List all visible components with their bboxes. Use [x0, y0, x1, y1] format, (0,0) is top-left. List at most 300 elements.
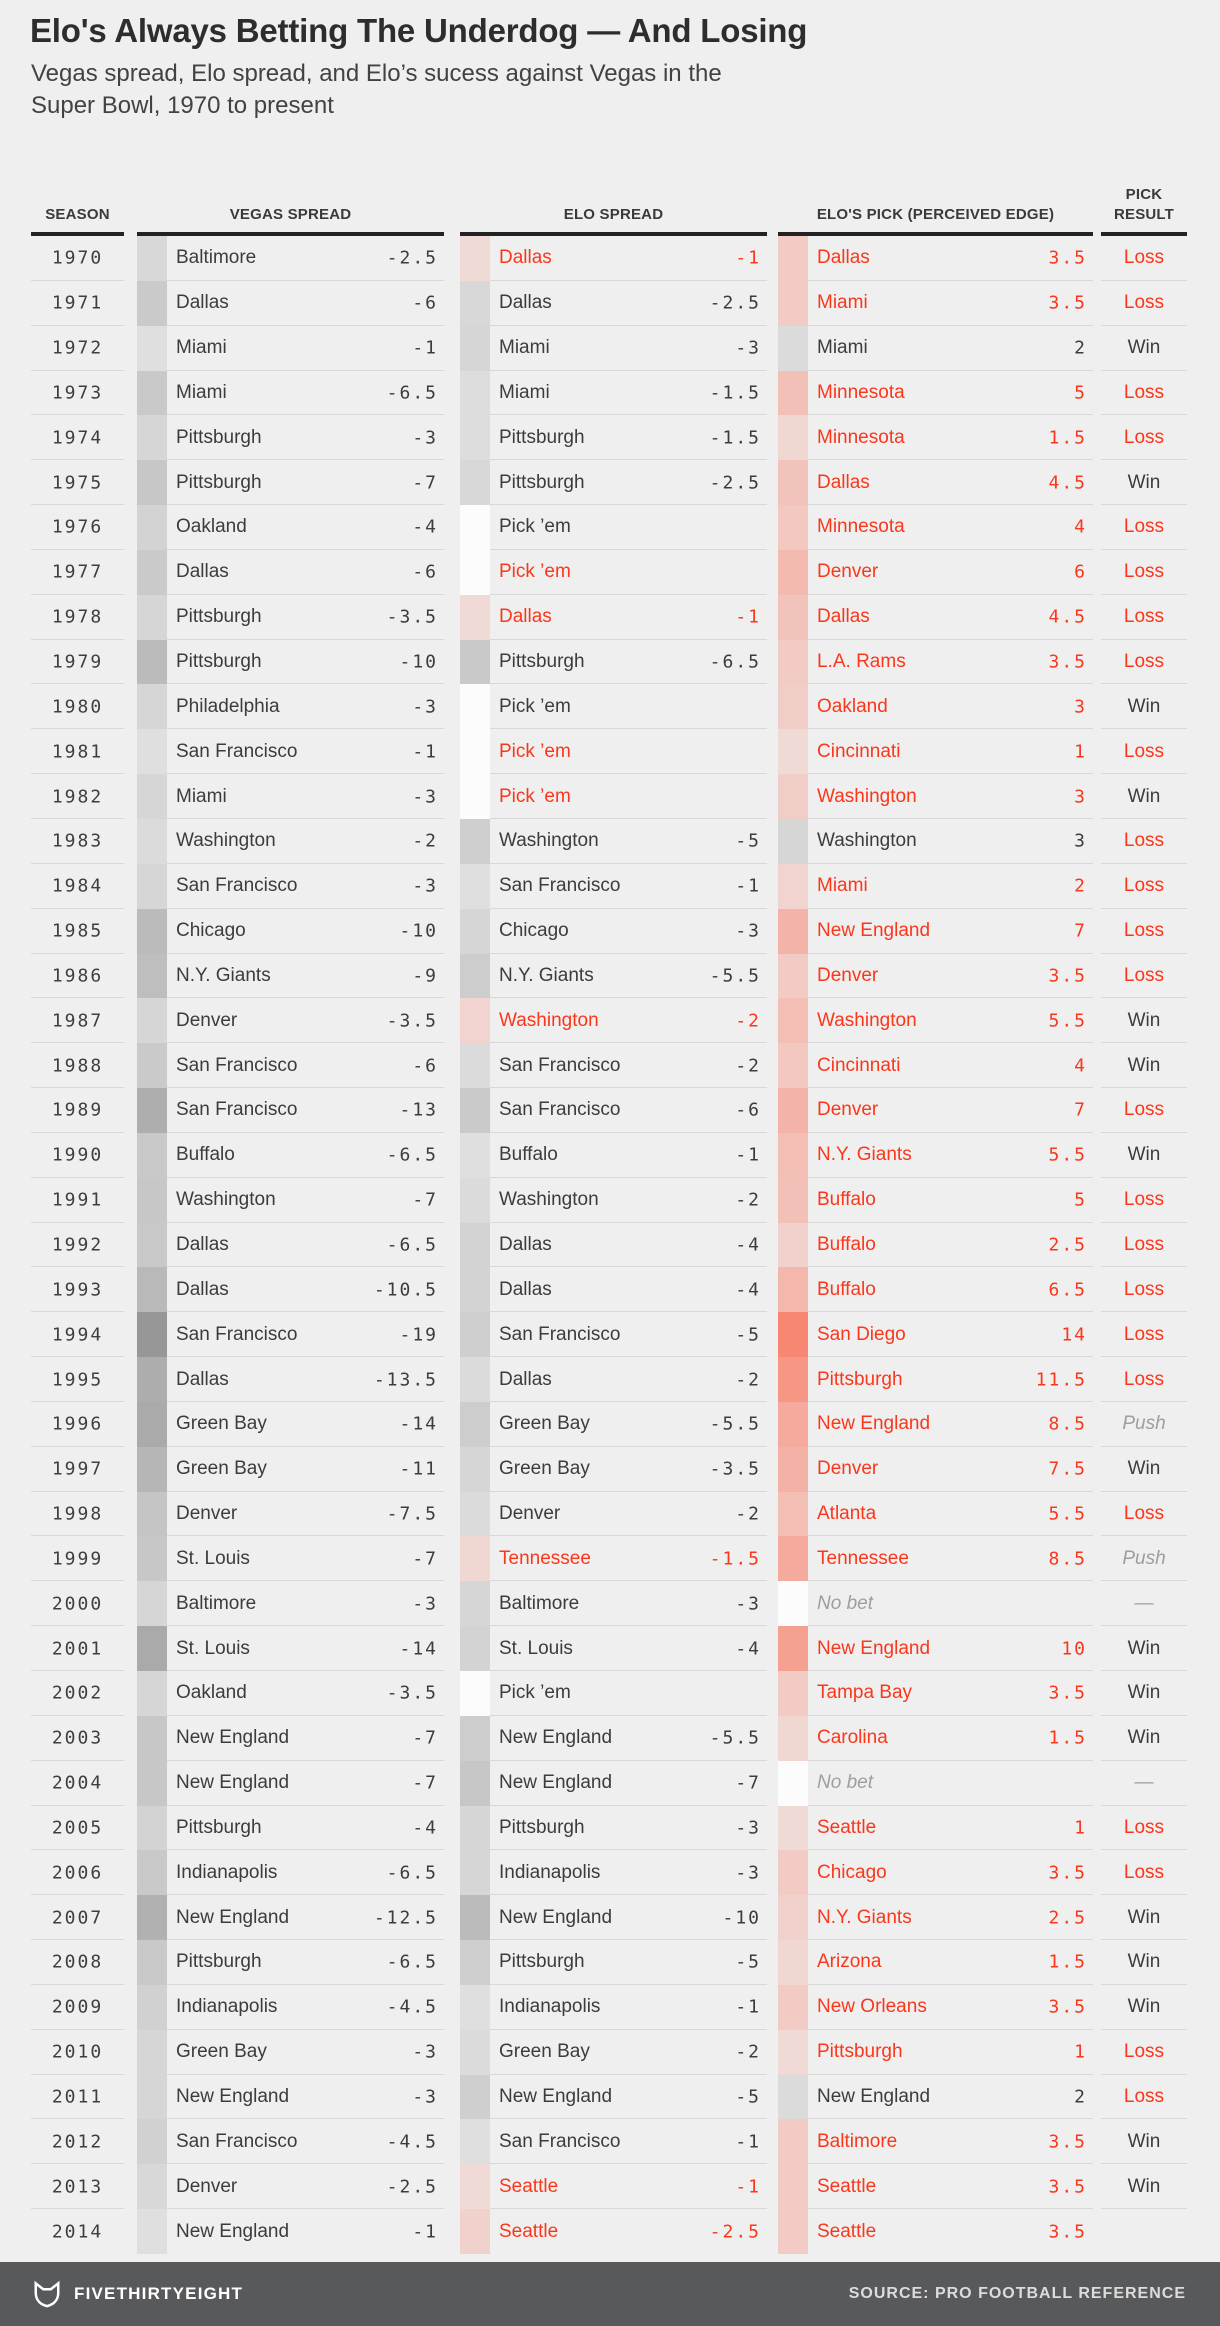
- elo-pick-cell: [778, 505, 1093, 550]
- pick-result-cell: [1101, 236, 1187, 281]
- pick-result-cell: [1101, 1492, 1187, 1537]
- column-header-vegas-spread: VEGAS SPREAD: [229, 205, 352, 223]
- vegas-spread-cell: [137, 326, 444, 371]
- vegas-spread-cell: [137, 1626, 444, 1671]
- elo-spread-cell-bar: [460, 1178, 490, 1223]
- elo-spread-cell: [460, 236, 767, 281]
- vegas-spread-cell: [137, 1761, 444, 1806]
- season-cell: [31, 1581, 124, 1626]
- pick-result-value: Win: [1127, 1951, 1161, 1973]
- elo-spread-cell-value: -5: [735, 2086, 761, 2108]
- vegas-spread-cell-value: -6.5: [386, 1144, 438, 1166]
- pick-result-value: Win: [1127, 1144, 1161, 1166]
- elo-pick-cell: [778, 1761, 1093, 1806]
- elo-spread-cell-team: San Francisco: [499, 1099, 621, 1121]
- pick-result-value: Loss: [1123, 2086, 1165, 2108]
- elo-pick-cell-bar: [778, 1806, 808, 1851]
- elo-spread-cell-value: -4: [735, 1279, 761, 1301]
- table-row: [0, 2075, 1220, 2120]
- season-value: 1998: [51, 1503, 104, 1525]
- elo-spread-cell: [460, 684, 767, 729]
- vegas-spread-cell-bar: [137, 1850, 167, 1895]
- elo-pick-cell-value: 7: [1074, 1099, 1087, 1121]
- vegas-spread-cell-team: Denver: [176, 1009, 238, 1031]
- elo-pick-cell-team: No bet: [817, 1772, 873, 1794]
- table-row: [0, 1088, 1220, 1133]
- vegas-spread-cell-value: -3: [412, 875, 438, 897]
- pick-result-value: Loss: [1123, 1323, 1165, 1345]
- vegas-spread-cell-value: -3: [412, 1593, 438, 1615]
- elo-spread-cell-value: -3: [735, 1593, 761, 1615]
- elo-pick-cell-bar: [778, 1133, 808, 1178]
- elo-pick-cell-team: Minnesota: [817, 381, 905, 403]
- pick-result-cell: [1101, 1716, 1187, 1761]
- vegas-spread-cell: [137, 236, 444, 281]
- elo-spread-cell-value: -2: [735, 1055, 761, 1077]
- elo-spread-cell: [460, 1895, 767, 1940]
- vegas-spread-cell-value: -3: [412, 427, 438, 449]
- elo-spread-cell: [460, 1357, 767, 1402]
- vegas-spread-cell-bar: [137, 550, 167, 595]
- elo-pick-cell-value: 2: [1074, 875, 1087, 897]
- table-row: [0, 326, 1220, 371]
- vegas-spread-cell-team: San Francisco: [176, 1323, 298, 1345]
- season-cell: [31, 1133, 124, 1178]
- season-value: 2006: [51, 1862, 104, 1884]
- season-cell: [31, 1312, 124, 1357]
- elo-pick-cell-value: 7: [1074, 920, 1087, 942]
- pick-result-cell: [1101, 1581, 1187, 1626]
- vegas-spread-cell-value: -7: [412, 1772, 438, 1794]
- pick-result-cell: [1101, 1447, 1187, 1492]
- elo-spread-cell-team: Green Bay: [499, 1458, 590, 1480]
- elo-pick-cell-team: Minnesota: [817, 516, 905, 538]
- vegas-spread-cell-bar: [137, 1088, 167, 1133]
- elo-spread-cell: [460, 1761, 767, 1806]
- vegas-spread-cell: [137, 415, 444, 460]
- elo-pick-cell: [778, 1492, 1093, 1537]
- vegas-spread-cell: [137, 1940, 444, 1985]
- elo-pick-cell-team: Washington: [817, 1009, 917, 1031]
- elo-spread-cell-value: -5: [735, 1324, 761, 1346]
- elo-spread-cell-value: -1: [735, 1144, 761, 1166]
- elo-pick-cell: [778, 819, 1093, 864]
- elo-spread-cell-team: Washington: [499, 1189, 599, 1211]
- vegas-spread-cell-team: Baltimore: [176, 1592, 257, 1614]
- elo-pick-cell-team: Seattle: [817, 1816, 877, 1838]
- table-row: [0, 1895, 1220, 1940]
- vegas-spread-cell-team: Denver: [176, 2175, 238, 2197]
- season-cell: [31, 1402, 124, 1447]
- elo-pick-cell-team: New England: [817, 1413, 931, 1435]
- pick-result-value: Win: [1127, 1996, 1161, 2018]
- elo-spread-cell-bar: [460, 1850, 490, 1895]
- pick-result-value: Loss: [1123, 1861, 1165, 1883]
- elo-spread-cell-team: San Francisco: [499, 2130, 621, 2152]
- season-value: 1975: [51, 472, 104, 494]
- season-value: 2002: [51, 1682, 104, 1704]
- elo-spread-cell: [460, 1402, 767, 1447]
- pick-result-value: Loss: [1123, 740, 1165, 762]
- elo-pick-cell: [778, 1133, 1093, 1178]
- season-value: 1994: [51, 1324, 104, 1346]
- vegas-spread-cell-bar: [137, 1806, 167, 1851]
- vegas-spread-cell-bar: [137, 1985, 167, 2030]
- elo-spread-cell-bar: [460, 415, 490, 460]
- elo-pick-cell: [778, 1626, 1093, 1671]
- elo-spread-cell-team: Dallas: [499, 606, 552, 628]
- elo-pick-cell-value: 4: [1074, 516, 1087, 538]
- season-cell: [31, 2075, 124, 2120]
- elo-spread-cell-bar: [460, 595, 490, 640]
- vegas-spread-cell-bar: [137, 1536, 167, 1581]
- table-row: [0, 460, 1220, 505]
- elo-spread-cell-bar: [460, 909, 490, 954]
- elo-spread-cell-bar: [460, 2164, 490, 2209]
- vegas-spread-cell-bar: [137, 729, 167, 774]
- table-row: [0, 2030, 1220, 2075]
- elo-pick-cell: [778, 1223, 1093, 1268]
- subtitle-line-1: Vegas spread, Elo spread, and Elo’s sucess against Vegas in the: [31, 60, 722, 87]
- vegas-spread-cell-bar: [137, 774, 167, 819]
- elo-pick-cell-team: Dallas: [817, 606, 870, 628]
- elo-pick-cell-value: 5: [1074, 382, 1087, 404]
- elo-pick-cell-value: 2.5: [1048, 1234, 1087, 1256]
- elo-pick-cell: [778, 1312, 1093, 1357]
- elo-spread-cell: [460, 1043, 767, 1088]
- vegas-spread-cell: [137, 1223, 444, 1268]
- season-cell: [31, 505, 124, 550]
- vegas-spread-cell-team: Green Bay: [176, 1458, 267, 1480]
- elo-spread-cell: [460, 460, 767, 505]
- elo-pick-cell-team: Seattle: [817, 2175, 877, 2197]
- elo-pick-cell-team: Buffalo: [817, 1189, 876, 1211]
- season-cell: [31, 2119, 124, 2164]
- vegas-spread-cell-team: San Francisco: [176, 1054, 298, 1076]
- elo-pick-cell: [778, 2164, 1093, 2209]
- season-cell: [31, 864, 124, 909]
- elo-pick-cell-bar: [778, 1043, 808, 1088]
- elo-spread-cell-bar: [460, 236, 490, 281]
- vegas-spread-cell-bar: [137, 1267, 167, 1312]
- elo-spread-cell-team: Dallas: [499, 247, 552, 269]
- elo-pick-cell-team: New Orleans: [817, 1996, 927, 2018]
- elo-spread-cell-team: Pick ’em: [499, 785, 571, 807]
- elo-pick-cell-team: Cincinnati: [817, 740, 901, 762]
- vegas-spread-cell-value: -3.5: [386, 1010, 438, 1032]
- elo-pick-cell-bar: [778, 595, 808, 640]
- elo-pick-cell: [778, 729, 1093, 774]
- elo-pick-cell: [778, 1402, 1093, 1447]
- season-cell: [31, 1626, 124, 1671]
- elo-pick-cell-value: 14: [1061, 1324, 1087, 1346]
- elo-pick-cell: [778, 2075, 1093, 2120]
- elo-spread-cell-bar: [460, 505, 490, 550]
- elo-pick-cell: [778, 1671, 1093, 1716]
- elo-pick-cell-bar: [778, 684, 808, 729]
- elo-pick-cell-team: Washington: [817, 830, 917, 852]
- elo-spread-cell: [460, 1985, 767, 2030]
- elo-pick-cell-bar: [778, 864, 808, 909]
- elo-spread-cell-value: -5: [735, 830, 761, 852]
- season-value: 2004: [51, 1772, 104, 1794]
- pick-result-value: Win: [1127, 1458, 1161, 1480]
- elo-pick-cell-bar: [778, 1267, 808, 1312]
- elo-spread-cell-value: -1: [735, 1996, 761, 2018]
- season-cell: [31, 1447, 124, 1492]
- elo-pick-cell-value: 8.5: [1048, 1413, 1087, 1435]
- vegas-spread-cell-bar: [137, 281, 167, 326]
- vegas-spread-cell-value: -6: [412, 1055, 438, 1077]
- table-row: [0, 1492, 1220, 1537]
- elo-pick-cell-value: 1: [1074, 741, 1087, 763]
- elo-pick-cell-bar: [778, 2030, 808, 2075]
- vegas-spread-cell-bar: [137, 1312, 167, 1357]
- elo-spread-cell-bar: [460, 2119, 490, 2164]
- elo-spread-cell-team: Denver: [499, 1503, 561, 1525]
- vegas-spread-cell-bar: [137, 371, 167, 416]
- elo-spread-cell-value: -5.5: [709, 1413, 761, 1435]
- table-row: [0, 909, 1220, 954]
- season-value: 2012: [51, 2131, 104, 2153]
- table-row: [0, 1581, 1220, 1626]
- elo-pick-cell: [778, 1536, 1093, 1581]
- elo-pick-cell-bar: [778, 1761, 808, 1806]
- elo-pick-cell: [778, 595, 1093, 640]
- vegas-spread-cell-bar: [137, 1178, 167, 1223]
- season-cell: [31, 1088, 124, 1133]
- elo-spread-cell-bar: [460, 1088, 490, 1133]
- pick-result-value: Loss: [1123, 651, 1165, 673]
- season-value: 2013: [51, 2176, 104, 2198]
- column-header-pick-result: PICK RESULT: [1113, 186, 1175, 223]
- vegas-spread-cell-bar: [137, 640, 167, 685]
- pick-result-value: Loss: [1123, 1233, 1165, 1255]
- elo-pick-cell-bar: [778, 729, 808, 774]
- elo-pick-cell-team: N.Y. Giants: [817, 1906, 912, 1928]
- elo-spread-cell-bar: [460, 1536, 490, 1581]
- elo-pick-cell: [778, 326, 1093, 371]
- elo-spread-cell-value: -2.5: [709, 472, 761, 494]
- vegas-spread-cell: [137, 1357, 444, 1402]
- elo-pick-cell-value: 5: [1074, 1189, 1087, 1211]
- vegas-spread-cell-value: -7: [412, 1727, 438, 1749]
- elo-spread-cell: [460, 2030, 767, 2075]
- pick-result-cell: [1101, 326, 1187, 371]
- vegas-spread-cell: [137, 909, 444, 954]
- vegas-spread-cell: [137, 1492, 444, 1537]
- elo-pick-cell-bar: [778, 281, 808, 326]
- elo-spread-cell-team: Indianapolis: [499, 1996, 601, 2018]
- elo-pick-cell-value: 3: [1074, 696, 1087, 718]
- vegas-spread-cell-bar: [137, 236, 167, 281]
- elo-spread-cell: [460, 954, 767, 999]
- vegas-spread-cell-value: -13: [399, 1099, 438, 1121]
- elo-spread-cell-team: New England: [499, 1772, 613, 1794]
- vegas-spread-cell-team: New England: [176, 2220, 290, 2242]
- elo-pick-cell-team: Atlanta: [817, 1503, 877, 1525]
- table-row: [0, 2119, 1220, 2164]
- elo-pick-cell-value: 2.5: [1048, 1907, 1087, 1929]
- vegas-spread-cell-team: Miami: [176, 337, 227, 359]
- elo-spread-cell-bar: [460, 684, 490, 729]
- elo-pick-cell-bar: [778, 2164, 808, 2209]
- subtitle-line-2: Super Bowl, 1970 to present: [31, 91, 334, 119]
- vegas-spread-cell-bar: [137, 1671, 167, 1716]
- elo-pick-cell-bar: [778, 1940, 808, 1985]
- elo-spread-cell: [460, 2119, 767, 2164]
- table-row: [0, 998, 1220, 1043]
- fivethirtyeight-logo-icon: [32, 2279, 62, 2309]
- vegas-spread-cell-team: St. Louis: [176, 1637, 250, 1659]
- elo-spread-cell-value: -2: [735, 1369, 761, 1391]
- elo-spread-cell-team: Green Bay: [499, 2041, 590, 2063]
- vegas-spread-cell-team: Miami: [176, 785, 227, 807]
- elo-pick-cell-value: 3.5: [1048, 2131, 1087, 2153]
- vegas-spread-cell-team: N.Y. Giants: [176, 964, 271, 986]
- elo-spread-cell-bar: [460, 550, 490, 595]
- elo-spread-cell-bar: [460, 1671, 490, 1716]
- elo-pick-cell-bar: [778, 460, 808, 505]
- elo-spread-cell-value: -7: [735, 1772, 761, 1794]
- elo-pick-cell-bar: [778, 1895, 808, 1940]
- season-cell: [31, 774, 124, 819]
- vegas-spread-cell-value: -7.5: [386, 1503, 438, 1525]
- table-row: [0, 1626, 1220, 1671]
- pick-result-value: Loss: [1123, 875, 1165, 897]
- vegas-spread-cell-team: Baltimore: [176, 247, 257, 269]
- vegas-spread-cell-value: -6: [412, 561, 438, 583]
- vegas-spread-cell-bar: [137, 1626, 167, 1671]
- table-row: [0, 1223, 1220, 1268]
- elo-pick-cell-bar: [778, 1492, 808, 1537]
- elo-pick-cell-bar: [778, 1716, 808, 1761]
- elo-pick-cell-team: Denver: [817, 964, 879, 986]
- vegas-spread-cell: [137, 684, 444, 729]
- elo-spread-cell-value: -2: [735, 1010, 761, 1032]
- elo-spread-cell: [460, 774, 767, 819]
- vegas-spread-cell-value: -3: [412, 696, 438, 718]
- season-cell: [31, 729, 124, 774]
- elo-pick-cell-team: Pittsburgh: [817, 1368, 903, 1390]
- season-value: 1992: [51, 1234, 104, 1256]
- season-value: 1991: [51, 1189, 104, 1211]
- elo-pick-cell-bar: [778, 1088, 808, 1133]
- table-row: [0, 236, 1220, 281]
- vegas-spread-cell-team: Indianapolis: [176, 1861, 278, 1883]
- vegas-spread-cell-value: -1: [412, 741, 438, 763]
- season-cell: [31, 415, 124, 460]
- elo-spread-cell-value: -5.5: [709, 1727, 761, 1749]
- elo-spread-cell: [460, 1223, 767, 1268]
- elo-spread-cell: [460, 1806, 767, 1851]
- season-value: 1999: [51, 1548, 104, 1570]
- vegas-spread-cell-team: San Francisco: [176, 740, 298, 762]
- vegas-spread-cell-bar: [137, 505, 167, 550]
- elo-spread-cell-team: Pittsburgh: [499, 471, 585, 493]
- pick-result-value: Loss: [1123, 1189, 1165, 1211]
- elo-spread-cell-bar: [460, 460, 490, 505]
- elo-pick-cell-bar: [778, 505, 808, 550]
- pick-result-cell: [1101, 1223, 1187, 1268]
- pick-result-value: Win: [1127, 1009, 1161, 1031]
- elo-spread-cell-bar: [460, 1133, 490, 1178]
- elo-pick-cell-value: 6: [1074, 561, 1087, 583]
- elo-pick-cell-bar: [778, 1671, 808, 1716]
- season-cell: [31, 819, 124, 864]
- elo-pick-cell-bar: [778, 2119, 808, 2164]
- season-value: 1996: [51, 1413, 104, 1435]
- elo-pick-cell: [778, 550, 1093, 595]
- elo-pick-cell: [778, 1985, 1093, 2030]
- vegas-spread-cell: [137, 1895, 444, 1940]
- vegas-spread-cell: [137, 954, 444, 999]
- vegas-spread-cell: [137, 640, 444, 685]
- column-header-season: SEASON: [45, 205, 110, 223]
- vegas-spread-cell-value: -3.5: [386, 1682, 438, 1704]
- table-row: [0, 1716, 1220, 1761]
- season-value: 1980: [51, 696, 104, 718]
- pick-result-value: Push: [1122, 1547, 1166, 1569]
- vegas-spread-cell-value: -12.5: [373, 1907, 438, 1929]
- elo-spread-cell-bar: [460, 1761, 490, 1806]
- elo-pick-cell-team: Buffalo: [817, 1278, 876, 1300]
- elo-pick-cell: [778, 2209, 1093, 2254]
- elo-spread-cell: [460, 1088, 767, 1133]
- vegas-spread-cell-team: Buffalo: [176, 1144, 235, 1166]
- vegas-spread-cell-value: -13.5: [373, 1369, 438, 1391]
- vegas-spread-cell-value: -7: [412, 1548, 438, 1570]
- elo-pick-cell: [778, 1357, 1093, 1402]
- elo-spread-cell: [460, 1447, 767, 1492]
- vegas-spread-cell-bar: [137, 1357, 167, 1402]
- vegas-spread-cell-bar: [137, 998, 167, 1043]
- season-cell: [31, 954, 124, 999]
- elo-spread-cell: [460, 1267, 767, 1312]
- elo-pick-cell-team: Buffalo: [817, 1233, 876, 1255]
- season-cell: [31, 1671, 124, 1716]
- pick-result-value: Win: [1127, 1906, 1161, 1928]
- season-value: 2009: [51, 1996, 104, 2018]
- pick-result-value: Loss: [1123, 1278, 1165, 1300]
- elo-pick-cell-team: Carolina: [817, 1727, 888, 1749]
- pick-result-cell: [1101, 1806, 1187, 1851]
- table-row: [0, 954, 1220, 999]
- vegas-spread-cell-team: San Francisco: [176, 1099, 298, 1121]
- elo-spread-cell-bar: [460, 1895, 490, 1940]
- vegas-spread-cell: [137, 2075, 444, 2120]
- elo-spread-cell-value: -3: [735, 1862, 761, 1884]
- season-value: 1979: [51, 651, 104, 673]
- elo-spread-cell-value: -6.5: [709, 651, 761, 673]
- season-cell: [31, 460, 124, 505]
- elo-pick-cell-team: Miami: [817, 337, 868, 359]
- elo-spread-cell: [460, 1178, 767, 1223]
- elo-pick-cell: [778, 1850, 1093, 1895]
- vegas-spread-cell-team: Pittsburgh: [176, 426, 262, 448]
- vegas-spread-cell-team: Philadelphia: [176, 695, 280, 717]
- elo-spread-cell-team: San Francisco: [499, 1054, 621, 1076]
- pick-result-cell: [1101, 774, 1187, 819]
- table-row: [0, 1133, 1220, 1178]
- elo-spread-cell-value: -1: [735, 875, 761, 897]
- elo-pick-cell-bar: [778, 371, 808, 416]
- pick-result-value: Loss: [1123, 561, 1165, 583]
- vegas-spread-cell-bar: [137, 415, 167, 460]
- elo-pick-cell-team: Miami: [817, 292, 868, 314]
- elo-spread-cell-team: Pick ’em: [499, 1682, 571, 1704]
- season-cell: [31, 1223, 124, 1268]
